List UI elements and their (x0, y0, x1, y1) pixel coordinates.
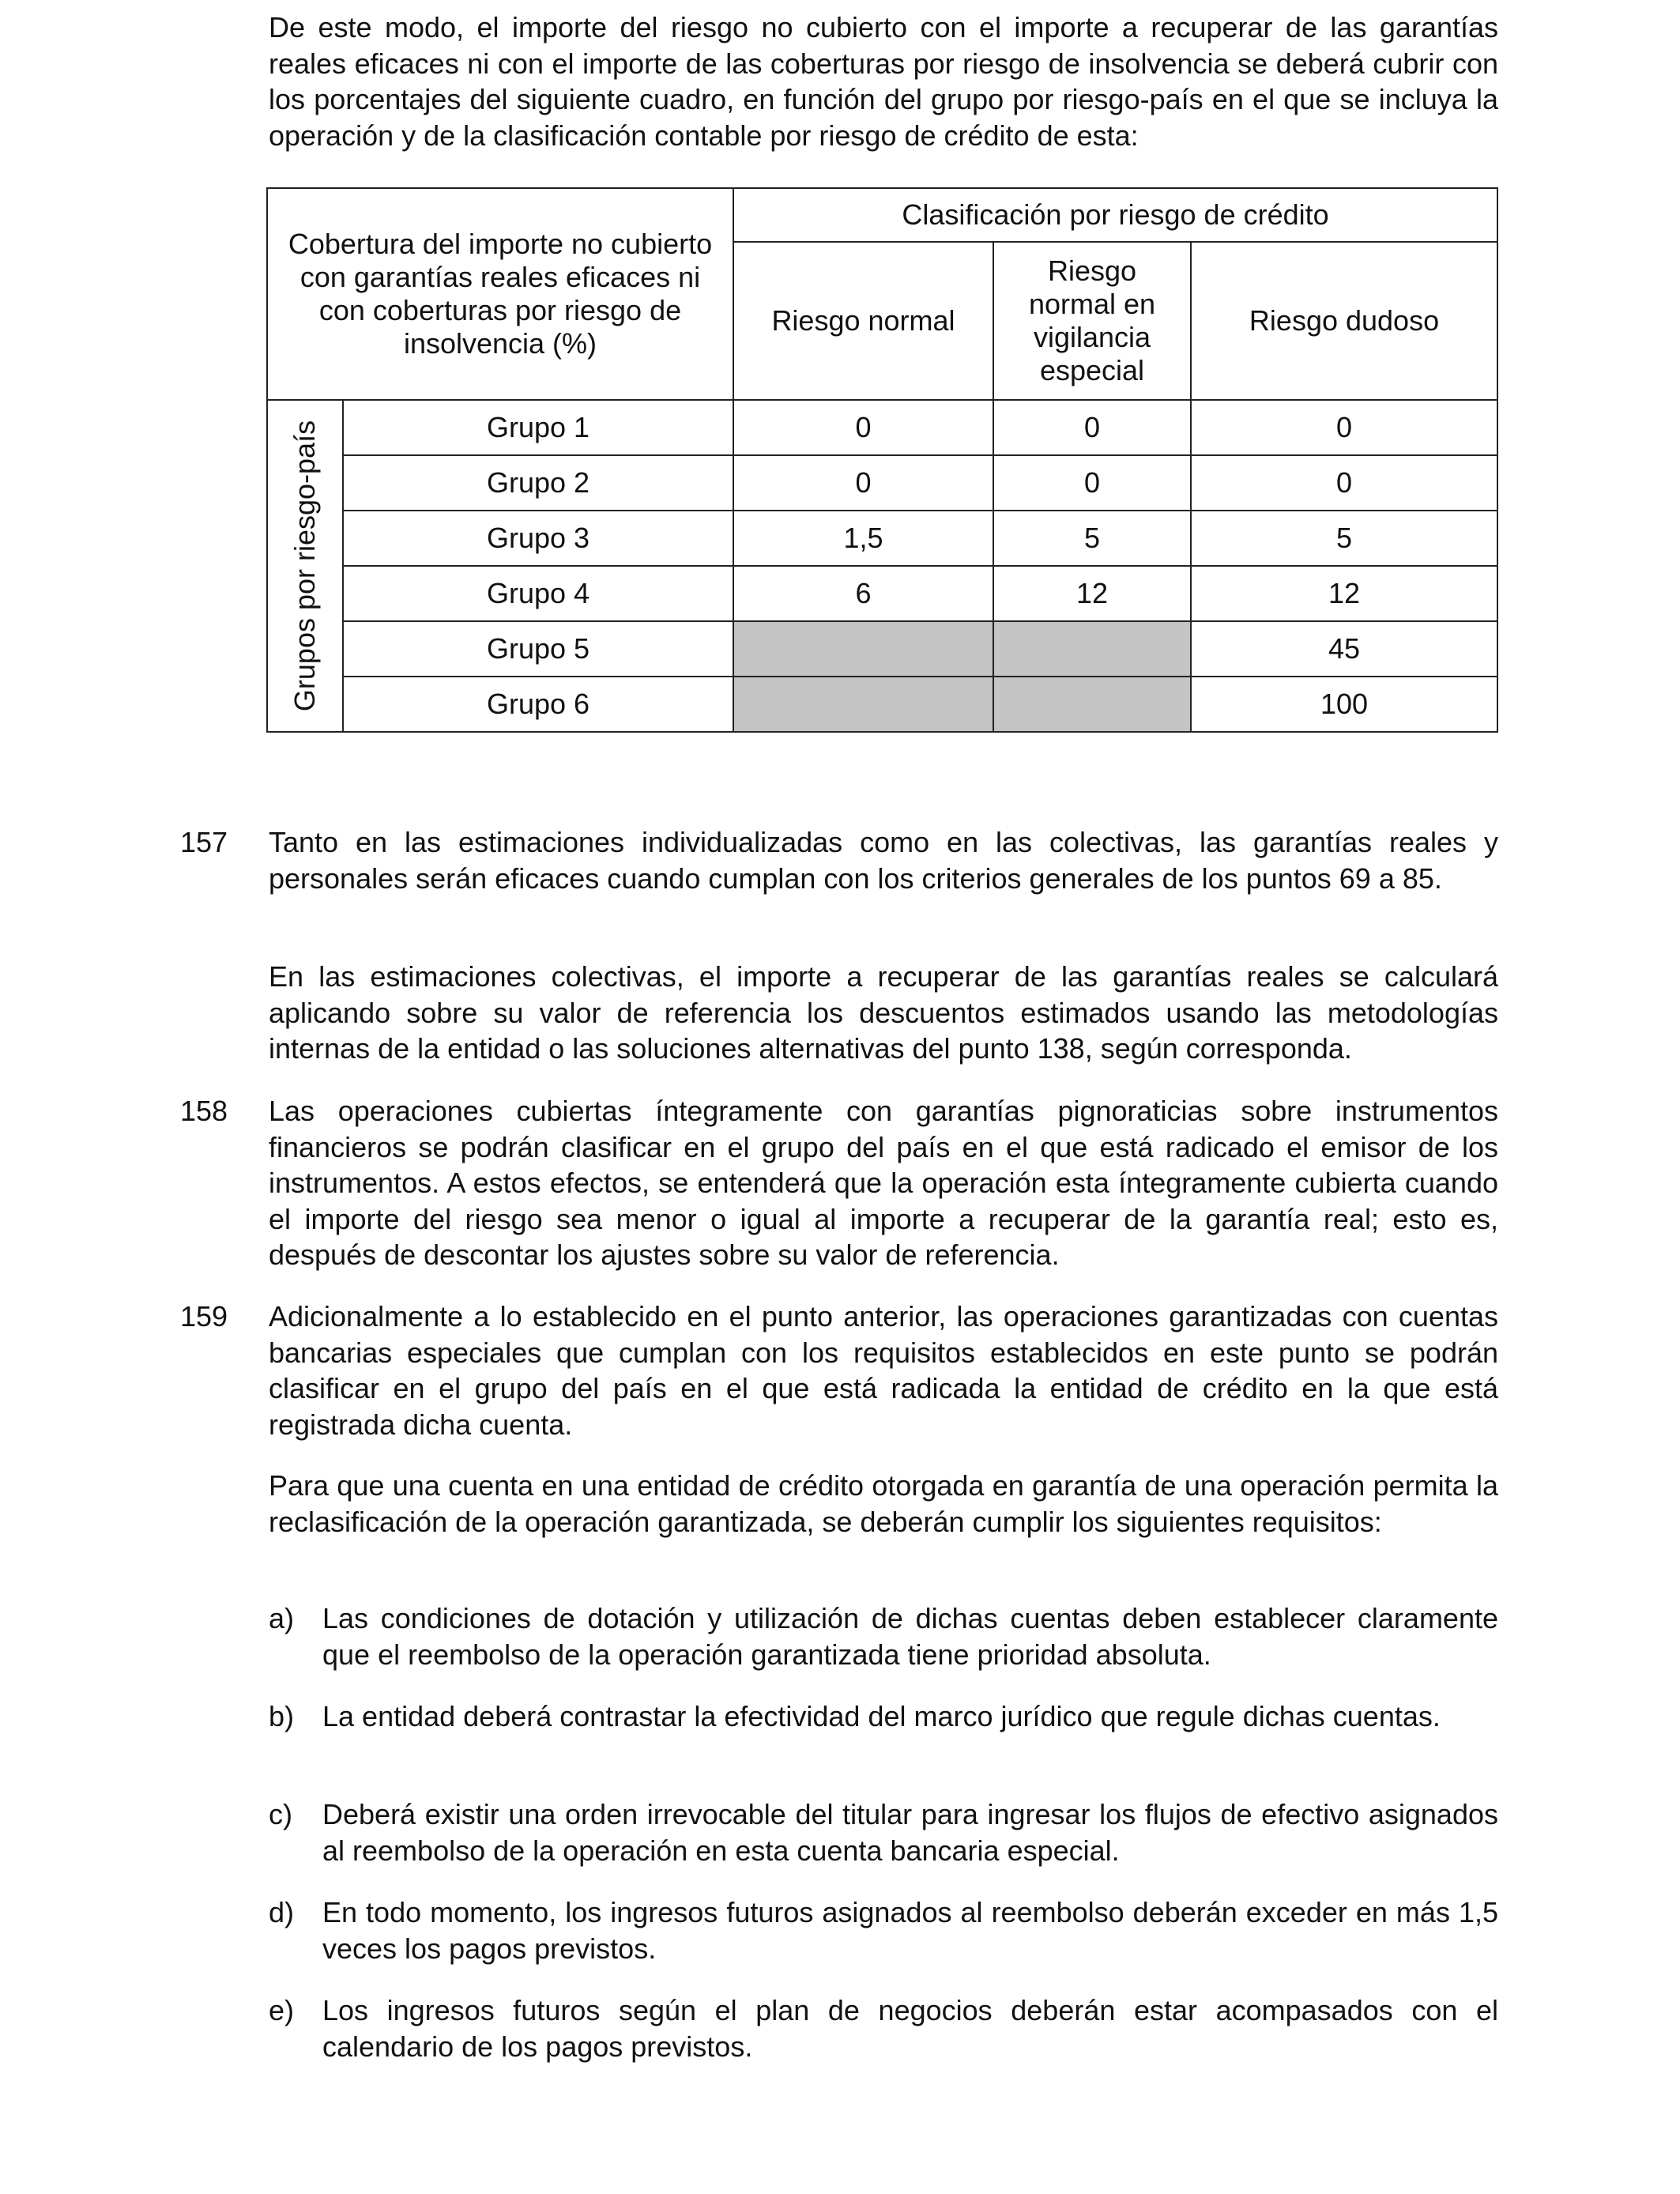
intro-paragraph: De este modo, el importe del riesgo no cubierto con el importe a recuperar de las garantías reales eficaces ni con el importe de las coberturas por riesgo de insolvencia se deberá cubrir con los porcentajes del siguiente cuadro, en función del grupo por riesgo-país en el que se incluya la operación y de la clasificación contable por riesgo de crédito de esta: (269, 11, 1498, 152)
table-cell: 0 (1191, 455, 1497, 511)
section-paragraph: Tanto en las estimaciones individualizadas como en las colectivas, las garantías reales y personales serán eficaces cuando cumplan con los criterios generales de los puntos 69 a 85. (269, 826, 1498, 895)
list-item-text: La entidad deberá contrastar la efectividad del marco jurídico que regule dichas cuentas. (322, 1700, 1441, 1732)
table-cell: 0 (993, 455, 1191, 511)
section-paragraph: En las estimaciones colectivas, el importe a recuperar de las garantías reales se calculará aplicando sobre su valor de referencia los descuentos estimados usando las metodologías internas de la entidad o las soluciones alternativas del punto 138, según corresponda. (269, 960, 1498, 1065)
list-marker: b) (269, 1700, 295, 1732)
table-row (267, 400, 1497, 455)
group-label: Grupo 2 (343, 455, 733, 511)
list-marker: e) (269, 1994, 295, 2026)
table-corner-label: Cobertura del importe no cubierto con garantías reales eficaces ni con coberturas por riesgo de insolvencia (%) (267, 188, 733, 400)
table-cell: 0 (993, 400, 1191, 455)
section-number: 157 (180, 826, 228, 858)
section-number: 158 (180, 1095, 228, 1127)
table-cell: 5 (993, 511, 1191, 566)
row-group-label: Grupos por riesgo-país (288, 420, 321, 712)
group-label: Grupo 6 (343, 677, 733, 732)
column-header: Riesgo dudoso (1191, 242, 1497, 400)
group-label: Grupo 3 (343, 511, 733, 566)
list-item-text: En todo momento, los ingresos futuros asignados al reembolso deberán exceder en más 1,5 veces los pagos previstos. (322, 1896, 1498, 1965)
table-cell: 0 (733, 455, 993, 511)
shaded-cell (733, 621, 993, 677)
list-item (269, 1894, 1498, 1966)
table-cell: 5 (1191, 511, 1497, 566)
section-paragraph: Las operaciones cubiertas íntegramente con garantías pignoraticias sobre instrumentos financieros se podrán clasificar en el grupo del país en el que está radicado el emisor de los instrumentos. A estos efectos, se entenderá que la operación esta íntegramente cubierta cuando el importe del riesgo sea menor o igual al importe a recuperar de la garantía real; esto es, después de descontar los ajustes sobre su valor de referencia. (269, 1095, 1498, 1271)
table-cell: 1,5 (733, 511, 993, 566)
list-marker: d) (269, 1896, 295, 1928)
list-item (269, 1992, 1498, 2064)
list-item (269, 1796, 1498, 1868)
list-item-text: Los ingresos futuros según el plan de negocios deberán estar acompasados con el calendario de los pagos previstos. (322, 1994, 1498, 2063)
table-cell: 0 (1191, 400, 1497, 455)
group-label: Grupo 5 (343, 621, 733, 677)
table-cell: 100 (1191, 677, 1497, 732)
shaded-cell (993, 621, 1191, 677)
table-cell: 12 (1191, 566, 1497, 621)
list-marker: a) (269, 1602, 295, 1634)
group-label: Grupo 1 (343, 400, 733, 455)
column-header: Riesgo normal (733, 242, 993, 400)
row-group-label-cell (267, 400, 343, 732)
shaded-cell (993, 677, 1191, 732)
table-row (267, 621, 1497, 677)
column-header: Riesgo normal en vigilancia especial (993, 242, 1191, 400)
list-item (269, 1698, 1498, 1735)
list-item-text: Las condiciones de dotación y utilización de dichas cuentas deben establecer claramente que el reembolso de la operación garantizada tiene prioridad absoluta. (322, 1602, 1498, 1671)
classification-header: Clasificación por riesgo de crédito (733, 188, 1497, 242)
table-row (267, 455, 1497, 511)
table-cell: 0 (733, 400, 993, 455)
list-item (269, 1600, 1498, 1672)
shaded-cell (733, 677, 993, 732)
list-marker: c) (269, 1798, 292, 1830)
section-number: 159 (180, 1300, 228, 1333)
table-row (267, 677, 1497, 732)
list-item-text: Deberá existir una orden irrevocable del titular para ingresar los flujos de efectivo asignados al reembolso de la operación en esta cuenta bancaria especial. (322, 1798, 1498, 1867)
group-label: Grupo 4 (343, 566, 733, 621)
coverage-table (266, 187, 1498, 733)
section-paragraph: Para que una cuenta en una entidad de crédito otorgada en garantía de una operación permita la reclasificación de la operación garantizada, se deberán cumplir los siguientes requisitos: (269, 1469, 1498, 1538)
table-cell: 6 (733, 566, 993, 621)
table-cell: 12 (993, 566, 1191, 621)
table-cell: 45 (1191, 621, 1497, 677)
table-row (267, 511, 1497, 566)
section-paragraph: Adicionalmente a lo establecido en el punto anterior, las operaciones garantizadas con cuentas bancarias especiales que cumplan con los requisitos establecidos en este punto se podrán clasificar en el grupo del país en el que está radicada la entidad de crédito en la que está registrada dicha cuenta. (269, 1300, 1498, 1441)
table-row (267, 566, 1497, 621)
